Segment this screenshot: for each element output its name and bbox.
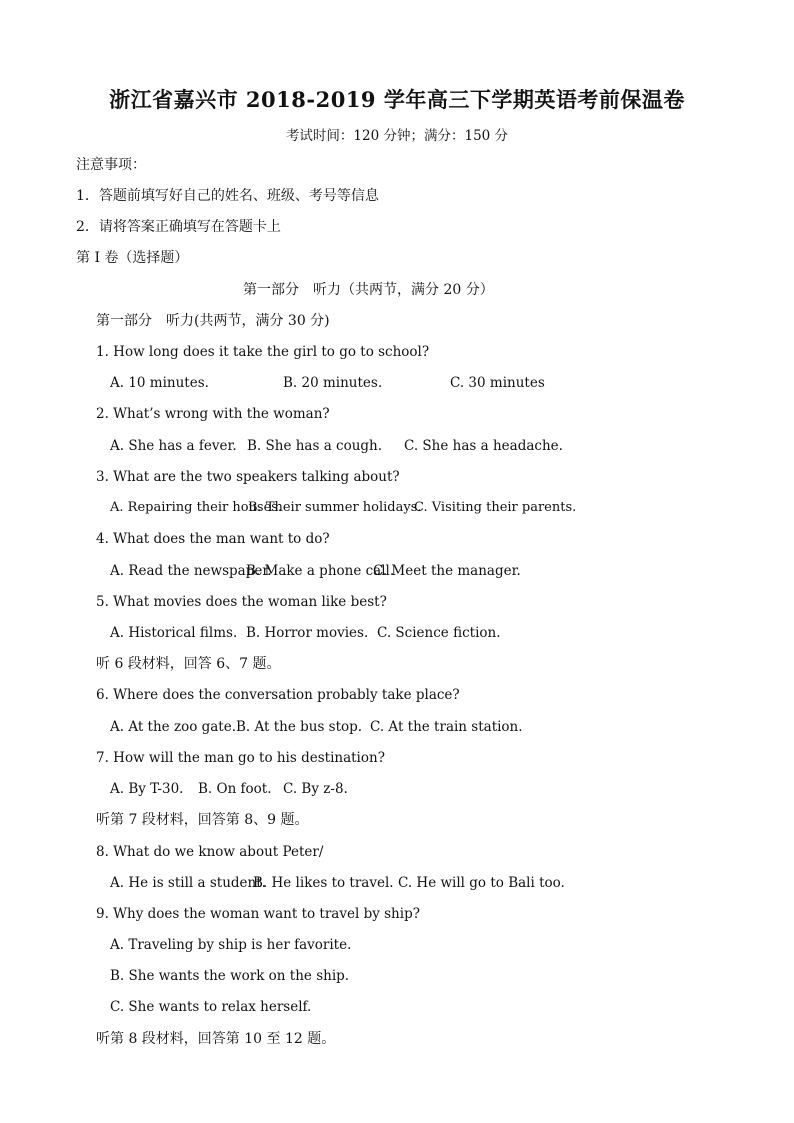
question-stem: 8. What do we know about Peter/	[96, 844, 324, 860]
option-b: B. At the bus stop.	[236, 719, 363, 735]
option-c: C. Science fiction.	[377, 625, 501, 641]
option-c: C. He will go to Bali too.	[398, 875, 565, 891]
option-b: B. She wants the work on the ship.	[110, 968, 350, 984]
option-a: A. Read the newspaper.	[110, 563, 272, 579]
question-stem: 1. How long does it take the girl to go to school?	[96, 344, 430, 360]
volume-label: 第 I 卷（选择题）	[76, 250, 189, 266]
option-b: B. 20 minutes.	[283, 375, 383, 391]
listening-instruction: 听 6 段材料，回答 6、7 题。	[96, 656, 281, 672]
listening-instruction: 听第 8 段材料，回答第 10 至 12 题。	[96, 1031, 336, 1047]
option-c: C. By z-8.	[283, 781, 348, 797]
note-item-1: 1．答题前填写好自己的姓名、班级、考号等信息	[76, 188, 379, 204]
question-options	[110, 437, 563, 455]
option-b: B. On foot.	[198, 781, 272, 797]
option-b: B. He likes to travel.	[253, 875, 394, 891]
question-options	[110, 374, 545, 392]
option-c: C. Meet the manager.	[373, 563, 521, 579]
option-a: A. Historical films.	[110, 625, 238, 641]
question-stem: 6. Where does the conversation probably take place?	[96, 687, 460, 703]
section-title: 第一部分 听力（共两节，满分 20 分）	[243, 282, 494, 298]
notes-heading: 注意事项：	[76, 157, 146, 173]
question-options	[110, 562, 521, 580]
option-b: B. She has a cough.	[247, 438, 383, 454]
question-stem: 9. Why does the woman want to travel by ship?	[96, 906, 420, 922]
question-options	[110, 874, 565, 892]
option-c: C. She wants to relax herself.	[110, 999, 312, 1015]
option-a: A. She has a fever.	[110, 438, 237, 454]
option-a: A. He is still a student.	[110, 875, 266, 891]
question-stem: 5. What movies does the woman like best?	[96, 594, 387, 610]
option-c: C. Visiting their parents.	[414, 500, 577, 515]
exam-time-info: 考试时间：120 分钟；满分：150 分	[285, 128, 509, 144]
question-options	[110, 780, 348, 798]
listening-instruction: 听第 7 段材料，回答第 8、9 题。	[96, 812, 309, 828]
question-stem: 4. What does the man want to do?	[96, 531, 330, 547]
option-a: A. At the zoo gate.	[110, 719, 237, 735]
option-b: B. Horror movies.	[246, 625, 369, 641]
option-a: A. 10 minutes.	[110, 375, 209, 391]
option-b: B. Their summer holidays.	[248, 500, 422, 515]
note-item-2: 2．请将答案正确填写在答题卡上	[76, 219, 281, 235]
question-stem: 7. How will the man go to his destination?	[96, 750, 385, 766]
option-a: A. Repairing their houses.	[110, 500, 283, 515]
option-a: A. By T-30.	[110, 781, 184, 797]
question-stem: 2. What’s wrong with the woman?	[96, 406, 330, 422]
option-c: C. At the train station.	[370, 719, 523, 735]
question-options	[110, 499, 576, 517]
question-options	[110, 718, 523, 736]
option-c: C. She has a headache.	[404, 438, 563, 454]
option-c: C. 30 minutes	[450, 375, 545, 391]
question-options	[110, 624, 501, 642]
question-stem: 3. What are the two speakers talking about?	[96, 469, 400, 485]
option-a: A. Traveling by ship is her favorite.	[110, 937, 352, 953]
option-b: B. Make a phone call.	[246, 563, 395, 579]
section-subtitle: 第一部分 听力(共两节，满分 30 分)	[96, 313, 330, 329]
page-title: 浙江省嘉兴市 2018-2019 学年高三下学期英语考前保温卷	[109, 87, 685, 112]
